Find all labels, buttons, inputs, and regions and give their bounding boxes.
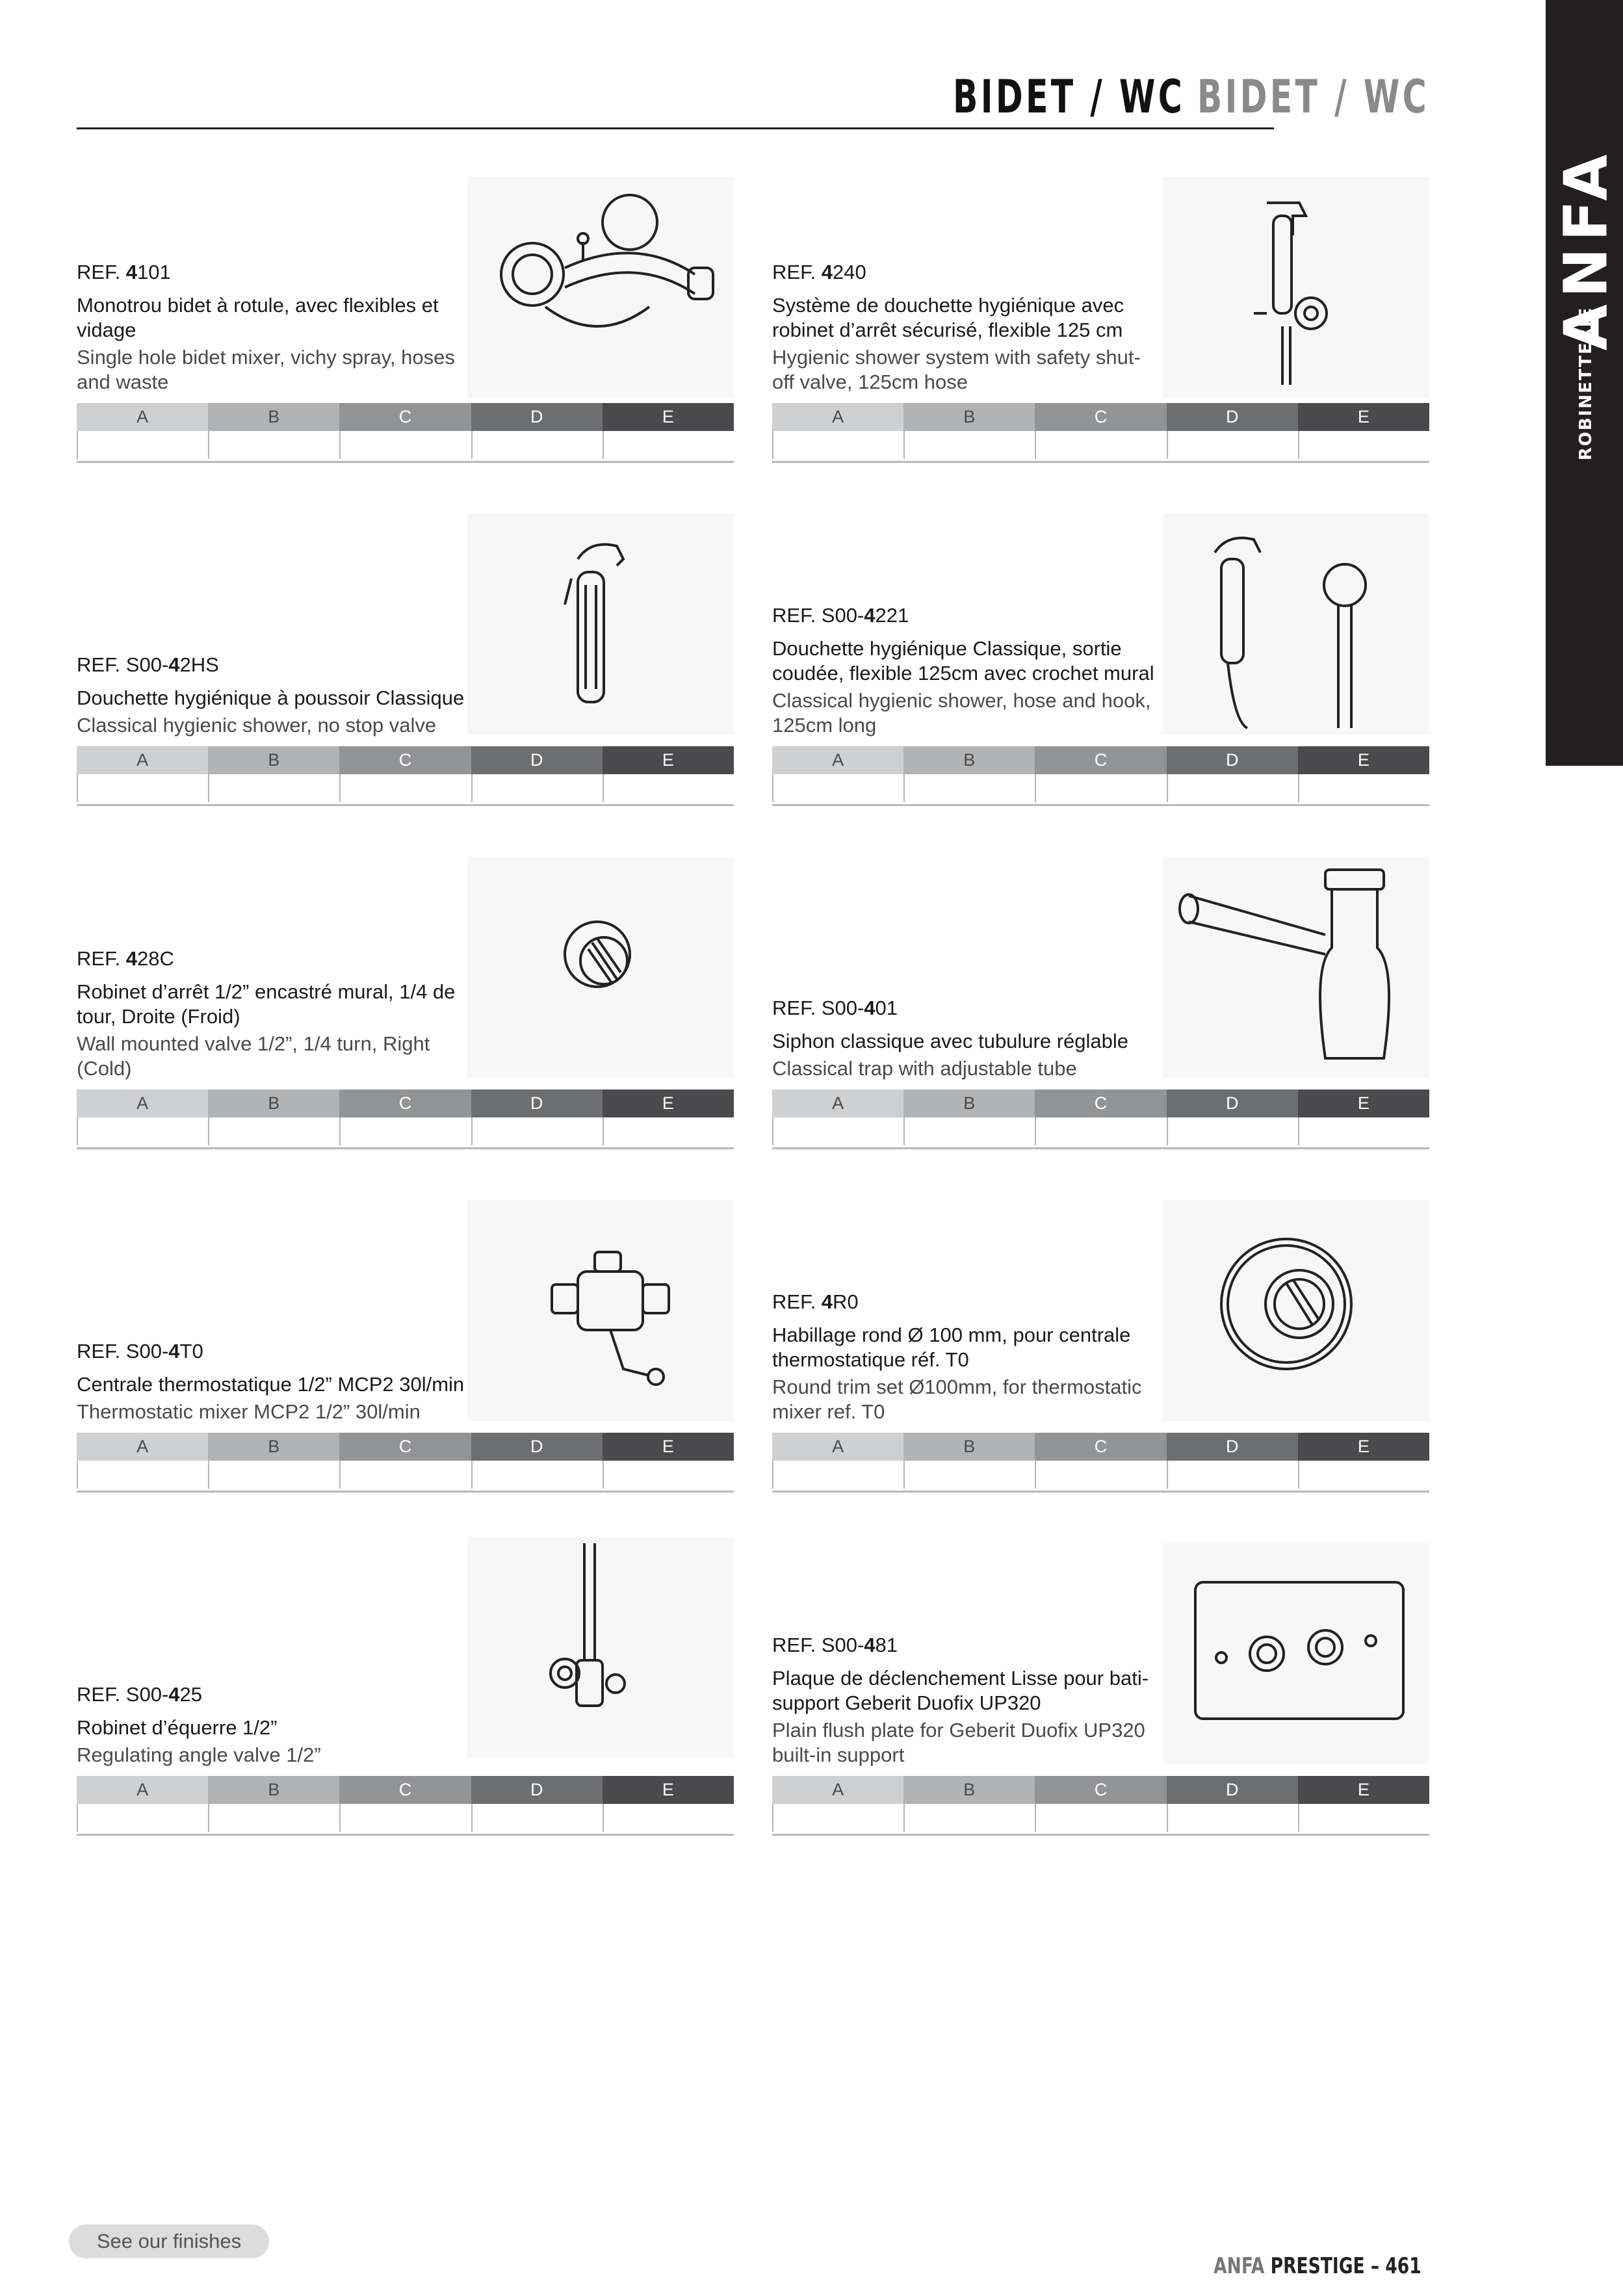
finish-value-row — [77, 1804, 734, 1832]
finish-table — [77, 1089, 734, 1149]
finish-header-row — [772, 1433, 1429, 1461]
finish-col-a: A — [77, 746, 208, 774]
product-description-fr: Douchette hygiénique à poussoir Classique — [77, 686, 465, 709]
product-text — [77, 1340, 467, 1424]
product-description-fr: Plaque de déclenchement Lisse pour bati-support Geberit Duofix UP320 — [772, 1667, 1149, 1714]
finish-col-c: C — [339, 403, 471, 431]
finish-col-d: D — [1167, 1433, 1298, 1461]
product-card — [772, 507, 1429, 806]
product-description-fr: Système de douchette hygiénique avec robinet d’arrêt sécurisé, flexible 125 cm — [772, 294, 1124, 341]
thermostatic-mixer-icon — [467, 1200, 734, 1421]
finish-table — [772, 1776, 1429, 1836]
product-card — [772, 850, 1429, 1149]
bidet-mixer-icon — [467, 177, 734, 398]
product-ref: REF. 428C — [77, 947, 174, 970]
see-finishes-button[interactable]: See our finishes — [69, 2224, 269, 2258]
finish-col-c: C — [1035, 403, 1166, 431]
finish-col-a: A — [772, 403, 903, 431]
finish-col-b: B — [208, 1433, 339, 1461]
product-text — [772, 1290, 1162, 1424]
finish-col-e: E — [603, 1089, 734, 1117]
product-card — [772, 164, 1429, 463]
product-description-fr: Monotrou bidet à rotule, avec flexibles et vidage — [77, 294, 439, 341]
product-text — [77, 261, 467, 395]
finish-col-c: C — [1035, 1089, 1166, 1117]
finish-col-e: E — [603, 403, 734, 431]
title-en: BIDET / WC — [1197, 70, 1429, 124]
finish-table — [77, 1433, 734, 1493]
wall-valve-icon — [467, 857, 734, 1078]
finish-table — [77, 746, 734, 806]
product-description-en: Classical hygienic shower, hose and hook, 125cm long — [772, 689, 1151, 737]
finish-col-e: E — [603, 1433, 734, 1461]
finish-col-b: B — [208, 1776, 339, 1804]
product-description-fr: Robinet d’équerre 1/2” — [77, 1716, 278, 1739]
product-ref: REF. 4101 — [77, 261, 171, 283]
finish-col-e: E — [1298, 1776, 1429, 1804]
finish-col-b: B — [903, 746, 1035, 774]
finish-col-b: B — [208, 1089, 339, 1117]
finish-table — [772, 403, 1429, 463]
product-text — [772, 997, 1162, 1081]
product-ref: REF. S00-4T0 — [77, 1340, 203, 1363]
finish-header-row — [772, 1089, 1429, 1117]
finish-col-d: D — [1167, 403, 1298, 431]
finish-col-a: A — [772, 746, 903, 774]
product-ref: REF. 4240 — [772, 261, 866, 283]
finish-table — [772, 1089, 1429, 1149]
product-card — [77, 164, 734, 463]
product-ref: REF. S00-401 — [772, 997, 898, 1019]
product-text — [77, 947, 467, 1081]
product-card — [77, 1194, 734, 1493]
flush-plate-icon — [1163, 1543, 1429, 1764]
finish-value-row — [772, 1804, 1429, 1832]
finish-value-row — [772, 1461, 1429, 1489]
product-ref: REF. S00-481 — [772, 1634, 898, 1656]
angle-valve-icon — [467, 1537, 734, 1758]
finish-col-d: D — [471, 1433, 603, 1461]
finish-col-c: C — [339, 1089, 471, 1117]
product-description-fr: Douchette hygiénique Classique, sortie coudée, flexible 125cm avec crochet mural — [772, 637, 1154, 685]
finish-col-b: B — [208, 746, 339, 774]
finish-header-row — [772, 403, 1429, 431]
finish-value-row — [772, 431, 1429, 459]
hygienic-shower-icon — [467, 514, 734, 735]
product-card — [77, 507, 734, 806]
product-description-fr: Robinet d’arrêt 1/2” encastré mural, 1/4 de tour, Droite (Froid) — [77, 980, 456, 1028]
finish-col-a: A — [77, 1433, 208, 1461]
finish-col-a: A — [772, 1433, 903, 1461]
finish-header-row — [77, 1433, 734, 1461]
product-description-fr: Centrale thermostatique 1/2” MCP2 30l/min — [77, 1373, 465, 1396]
finish-col-d: D — [471, 746, 603, 774]
finish-col-b: B — [208, 403, 339, 431]
finish-col-b: B — [903, 1776, 1035, 1804]
finish-col-a: A — [77, 1776, 208, 1804]
side-tab-category: ROBINETTERIE — [1576, 306, 1596, 461]
finish-col-c: C — [1035, 746, 1166, 774]
finish-col-d: D — [1167, 1089, 1298, 1117]
title-fr: BIDET / WC — [953, 70, 1186, 124]
footer-brand: ANFA — [1214, 2253, 1265, 2279]
finish-header-row — [77, 1089, 734, 1117]
product-text — [772, 1634, 1162, 1768]
product-text — [772, 261, 1162, 395]
header-divider — [77, 127, 1274, 129]
product-ref: REF. S00-42HS — [77, 653, 219, 676]
finish-table — [772, 746, 1429, 806]
round-trim-icon — [1163, 1200, 1429, 1421]
finish-col-d: D — [1167, 746, 1298, 774]
finish-col-b: B — [903, 1089, 1035, 1117]
finish-col-e: E — [1298, 403, 1429, 431]
hygienic-shower-system-icon — [1163, 177, 1429, 398]
finish-col-a: A — [772, 1089, 903, 1117]
finish-col-b: B — [903, 403, 1035, 431]
finish-col-c: C — [339, 746, 471, 774]
finish-col-d: D — [471, 403, 603, 431]
finish-value-row — [772, 1117, 1429, 1145]
finish-col-d: D — [471, 1089, 603, 1117]
product-description-en: Classical trap with adjustable tube — [772, 1057, 1077, 1080]
finish-col-c: C — [339, 1433, 471, 1461]
page-title — [953, 70, 1429, 124]
finish-value-row — [772, 774, 1429, 802]
finish-col-a: A — [772, 1776, 903, 1804]
product-ref: REF. 4R0 — [772, 1290, 859, 1313]
product-description-en: Round trim set Ø100mm, for thermostatic mixer ref. T0 — [772, 1376, 1142, 1423]
finish-value-row — [77, 1461, 734, 1489]
finish-header-row — [772, 1776, 1429, 1804]
finish-col-e: E — [603, 746, 734, 774]
finish-col-b: B — [903, 1433, 1035, 1461]
product-description-en: Wall mounted valve 1/2”, 1/4 turn, Right (Cold) — [77, 1032, 430, 1080]
finish-col-e: E — [603, 1776, 734, 1804]
finish-table — [772, 1433, 1429, 1493]
finish-col-e: E — [1298, 1089, 1429, 1117]
product-card — [772, 1537, 1429, 1836]
finish-col-d: D — [1167, 1776, 1298, 1804]
finish-value-row — [77, 1117, 734, 1145]
product-description-en: Thermostatic mixer MCP2 1/2” 30l/min — [77, 1400, 421, 1423]
product-text — [77, 1683, 467, 1768]
siphon-trap-icon — [1163, 857, 1429, 1078]
product-ref: REF. S00-425 — [77, 1683, 203, 1706]
product-description-fr: Habillage rond Ø 100 mm, pour centrale thermostatique réf. T0 — [772, 1324, 1131, 1371]
finish-col-d: D — [471, 1776, 603, 1804]
finish-col-e: E — [1298, 746, 1429, 774]
finish-col-c: C — [339, 1776, 471, 1804]
finish-header-row — [77, 746, 734, 774]
product-text — [77, 653, 467, 738]
product-description-en: Plain flush plate for Geberit Duofix UP320 built-in support — [772, 1719, 1145, 1766]
product-description-fr: Siphon classique avec tubulure réglable — [772, 1030, 1129, 1052]
finish-value-row — [77, 431, 734, 459]
product-description-en: Single hole bidet mixer, vichy spray, hoses and waste — [77, 346, 455, 393]
product-text — [772, 604, 1162, 738]
finish-col-a: A — [77, 1089, 208, 1117]
finish-col-a: A — [77, 403, 208, 431]
product-card — [77, 850, 734, 1149]
product-description-en: Regulating angle valve 1/2” — [77, 1743, 321, 1766]
footer-page-number: PRESTIGE – 461 — [1270, 2253, 1422, 2279]
finish-table — [77, 403, 734, 463]
finish-value-row — [77, 774, 734, 802]
finish-col-c: C — [1035, 1433, 1166, 1461]
page-footer — [1214, 2253, 1422, 2279]
finish-col-e: E — [1298, 1433, 1429, 1461]
hygienic-shower-hook-icon — [1163, 514, 1429, 735]
finish-col-c: C — [1035, 1776, 1166, 1804]
product-card — [77, 1537, 734, 1836]
product-description-en: Classical hygienic shower, no stop valve — [77, 714, 437, 737]
finish-header-row — [77, 403, 734, 431]
finish-header-row — [772, 746, 1429, 774]
product-card — [772, 1194, 1429, 1493]
side-tab-brand: ANFA — [1551, 148, 1621, 351]
product-ref: REF. S00-4221 — [772, 604, 909, 627]
finish-header-row — [77, 1776, 734, 1804]
product-description-en: Hygienic shower system with safety shut-off valve, 125cm hose — [772, 346, 1141, 393]
finish-table — [77, 1776, 734, 1836]
